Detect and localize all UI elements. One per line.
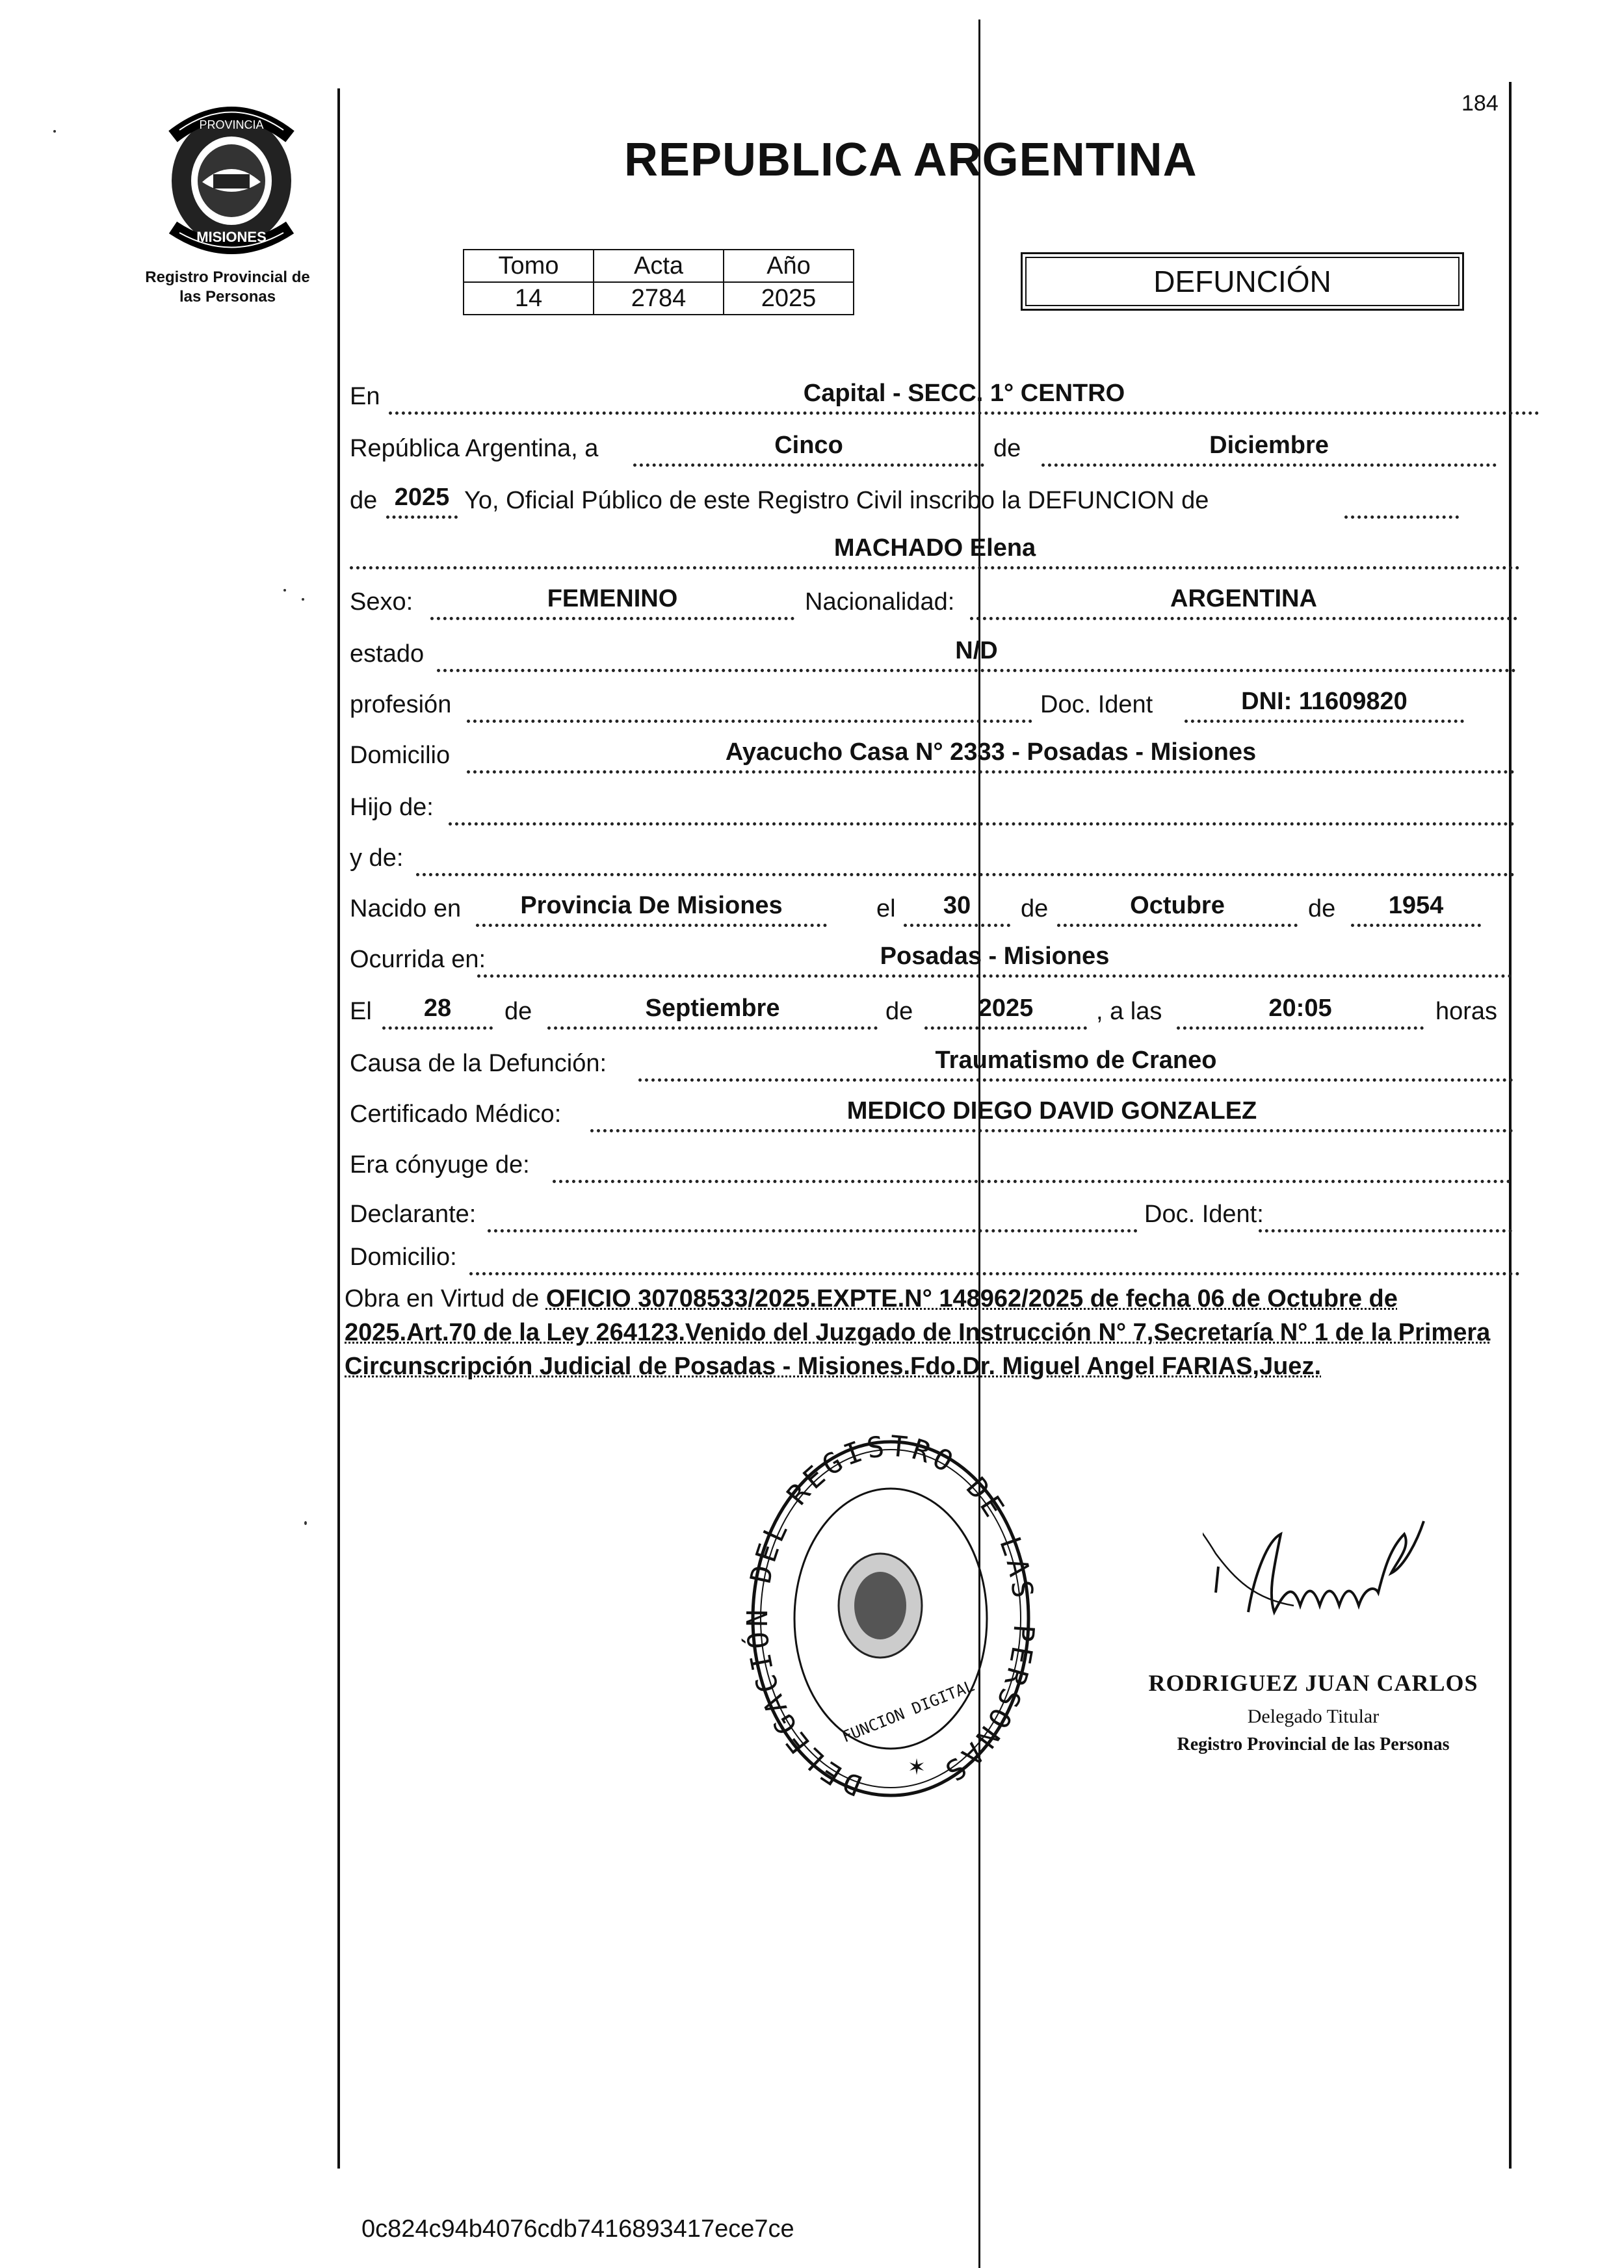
el-label-2: El [350, 998, 372, 1025]
certificado-label: Certificado Médico: [350, 1101, 562, 1128]
signer-role: Delegado Titular [1247, 1706, 1380, 1727]
record-header-tomo: Tomo [464, 250, 594, 282]
nacionalidad-label: Nacionalidad: [805, 588, 955, 616]
death-year: 2025 [924, 994, 1087, 1030]
doc-ident-value-2 [1259, 1197, 1512, 1232]
oficial-blank [1344, 483, 1459, 519]
de-label-3: de [1021, 895, 1049, 922]
en-label: En [350, 383, 380, 410]
de-label-5: de [504, 998, 532, 1025]
page-title: REPUBLICA ARGENTINA [624, 134, 1198, 186]
seal-bottom-text: MISIONES [196, 229, 267, 245]
provincial-seal-logo [153, 98, 309, 260]
registry-caption [117, 268, 338, 307]
sexo-value: FEMENINO [430, 584, 794, 620]
scan-speck [53, 130, 56, 133]
el-label: el [876, 895, 896, 922]
registry-stamp [741, 1430, 1040, 1807]
republica-label: República Argentina, a [350, 435, 599, 462]
yde-label: y de: [350, 844, 404, 872]
form-row-estado [350, 634, 1520, 672]
death-time: 20:05 [1177, 994, 1424, 1030]
certificado-value: MEDICO DIEGO DAVID GONZALEZ [590, 1097, 1513, 1132]
form-row-fecha-inscripcion [350, 429, 1520, 467]
signer-name: RODRIGUEZ JUAN CARLOS [1148, 1670, 1478, 1696]
page-number: 184 [1461, 91, 1499, 116]
center-fold-line [978, 20, 980, 2268]
handwritten-signature [1203, 1515, 1489, 1632]
deceased-name: MACHADO Elena [350, 534, 1520, 569]
form-row-causa [350, 1044, 1520, 1082]
record-type-box: DEFUNCIÓN [1021, 252, 1464, 311]
inscription-month: Diciembre [1041, 431, 1497, 467]
domicilio-label: Domicilio [350, 742, 451, 769]
ocurrida-label: Ocurrida en: [350, 946, 486, 973]
de-label-1: de [993, 435, 1021, 462]
ocurrida-value: Posadas - Misiones [477, 942, 1512, 978]
registry-caption-line-1: Registro Provincial de [145, 268, 310, 286]
scan-speck [304, 1521, 307, 1525]
domicilio-label-2: Domicilio: [350, 1244, 457, 1271]
nacionalidad-value: ARGENTINA [970, 584, 1517, 620]
record-value-acta: 2784 [594, 282, 724, 315]
en-value: Capital - SECC. 1° CENTRO [389, 379, 1539, 415]
conyuge-value [553, 1147, 1511, 1183]
form-row-oficial [350, 481, 1520, 519]
form-row-en [350, 377, 1520, 415]
nacido-value: Provincia De Misiones [476, 891, 827, 927]
document-hash: 0c824c94b4076cdb7416893417ece7ce [361, 2215, 794, 2243]
doc-ident-value: DNI: 11609820 [1185, 687, 1464, 723]
inscription-year: 2025 [386, 483, 458, 519]
doc-ident-label: Doc. Ident [1040, 691, 1153, 718]
registry-caption-line-2: las Personas [179, 288, 276, 306]
estado-label: estado [350, 640, 425, 668]
birth-month: Octubre [1057, 891, 1298, 927]
form-row-nacido [350, 889, 1520, 927]
profesion-value [467, 687, 1032, 723]
domicilio-value-2 [469, 1240, 1520, 1275]
form-row-death-datetime [350, 992, 1520, 1030]
stamp-inner-text: FUNCION DIGITAL [839, 1676, 977, 1747]
de-label-2: de [350, 487, 378, 514]
yde-value [416, 841, 1515, 876]
seal-top-text: PROVINCIA [199, 118, 264, 131]
hijo-value [449, 790, 1515, 826]
left-margin-line [337, 88, 340, 2169]
form-row-conyuge [350, 1145, 1520, 1183]
legal-basis-text: OFICIO 30708533/2025.EXPTE.N° 148962/2025 de fecha 06 de Octubre de 2025.Art.70 de la Ley 264123.Venido del Juzgado de Instrucción N° 7,Secretaría N° 1 de la Primera Circunscripción Judicial de Posadas - Misiones.Fdo.Dr. Miguel Angel FARIAS,Juez. [345, 1285, 1491, 1380]
sexo-label: Sexo: [350, 588, 413, 616]
death-month: Septiembre [547, 994, 878, 1030]
scan-speck [302, 598, 304, 601]
form-row-hijo [350, 788, 1520, 826]
form-row-sexo [350, 582, 1520, 620]
death-day: 28 [382, 994, 493, 1030]
inscription-day: Cinco [633, 431, 984, 467]
record-header-anio: Año [724, 250, 854, 282]
doc-ident-label-2: Doc. Ident: [1144, 1201, 1264, 1228]
form-row-domicilio-declarante [350, 1238, 1520, 1275]
declarante-value [488, 1197, 1138, 1232]
alas-label: , a las [1096, 998, 1162, 1025]
form-row-certificado [350, 1095, 1520, 1132]
birth-day: 30 [904, 891, 1010, 927]
record-header-acta: Acta [594, 250, 724, 282]
form-row-domicilio [350, 736, 1520, 774]
signer-block [1105, 1669, 1521, 1755]
form-row-yde [350, 839, 1520, 876]
legal-basis-prefix: Obra en Virtud de [345, 1285, 540, 1312]
form-row-declarante [350, 1195, 1520, 1232]
de-label-6: de [885, 998, 913, 1025]
de-label-4: de [1308, 895, 1336, 922]
estado-value: N/D [437, 636, 1516, 672]
signer-office: Registro Provincial de las Personas [1177, 1734, 1450, 1754]
nacido-label: Nacido en [350, 895, 462, 922]
record-table [463, 249, 854, 315]
birth-year: 1954 [1351, 891, 1481, 927]
declarante-label: Declarante: [350, 1201, 477, 1228]
stamp-star-icon: ✶ [907, 1755, 926, 1780]
form-row-profesion [350, 685, 1520, 723]
stamp-ring-text: DELEGACIÓN DEL REGISTRO DE LAS PERSONAS [741, 1430, 1040, 1802]
record-value-tomo: 14 [464, 282, 594, 315]
causa-value: Traumatismo de Craneo [638, 1046, 1513, 1082]
legal-basis-paragraph [345, 1282, 1515, 1383]
domicilio-value: Ayacucho Casa N° 2333 - Posadas - Misiones [467, 738, 1515, 774]
form-row-ocurrida [350, 940, 1520, 978]
causa-label: Causa de la Defunción: [350, 1050, 607, 1077]
oficial-text: Yo, Oficial Público de este Registro Civil inscribo la DEFUNCION de [464, 487, 1209, 514]
conyuge-label: Era cónyuge de: [350, 1151, 530, 1179]
horas-label: horas [1435, 998, 1498, 1025]
scan-speck [283, 589, 286, 592]
form-row-deceased-name [350, 532, 1520, 569]
record-value-anio: 2025 [724, 282, 854, 315]
profesion-label: profesión [350, 691, 452, 718]
hijo-label: Hijo de: [350, 794, 434, 821]
